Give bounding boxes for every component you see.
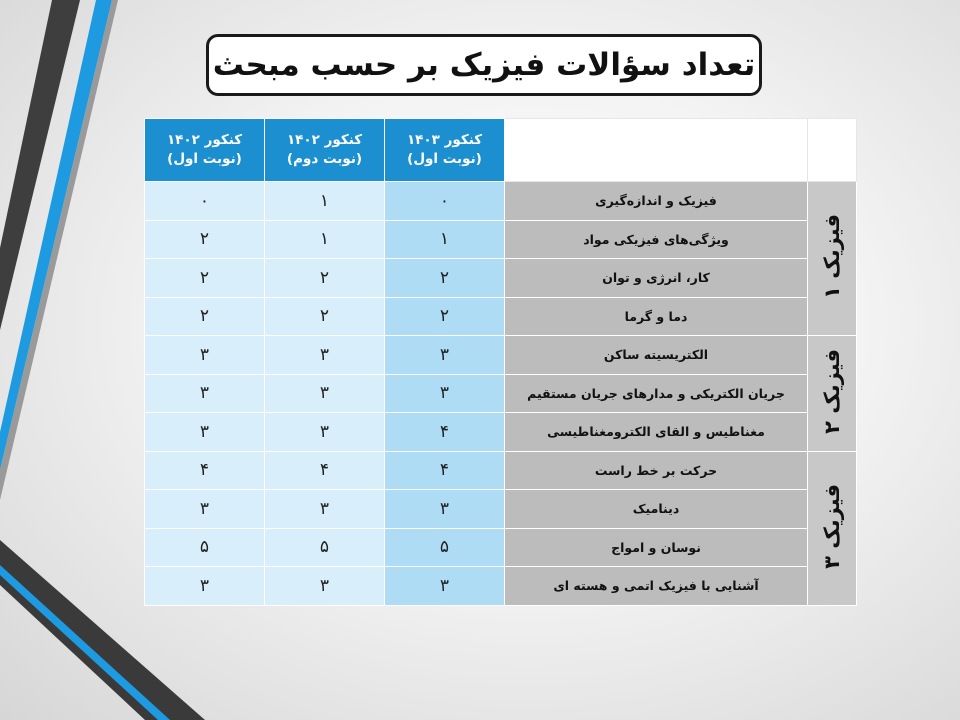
table-row	[145, 220, 857, 259]
table-row	[145, 374, 857, 413]
cell-topic: ویژگی‌های فیزیکی مواد	[505, 220, 808, 259]
cell-1402-first: ۲	[145, 297, 265, 336]
cell-1402-second: ۱	[265, 182, 385, 221]
group-label: فیزیک ۱	[820, 214, 844, 299]
cell-1402-second: ۲	[265, 297, 385, 336]
col-header-group-empty	[808, 119, 857, 182]
cell-topic: فیزیک و اندازه‌گیری	[505, 182, 808, 221]
cell-topic: الکتریسیته ساکن	[505, 336, 808, 375]
col-header-1402-second: کنکور ۱۴۰۲ (نوبت دوم)	[265, 119, 385, 182]
table-row	[145, 259, 857, 298]
group-label: فیزیک ۲	[820, 348, 844, 434]
cell-1402-second: ۳	[265, 490, 385, 529]
cell-1403-first: ۴	[385, 451, 505, 490]
cell-1403-first: ۱	[385, 220, 505, 259]
cell-topic: آشنایی با فیزیک اتمی و هسته ای	[505, 567, 808, 606]
physics-questions-table	[144, 118, 857, 606]
cell-1402-first: ۲	[145, 259, 265, 298]
cell-1402-first: ۲	[145, 220, 265, 259]
cell-1403-first: ۲	[385, 297, 505, 336]
cell-1403-first: ۳	[385, 567, 505, 606]
table-row	[145, 182, 857, 221]
table-row	[145, 451, 857, 490]
cell-1402-second: ۵	[265, 528, 385, 567]
cell-1402-second: ۲	[265, 259, 385, 298]
cell-1402-first: ۳	[145, 374, 265, 413]
slide-title-text: تعداد سؤالات فیزیک بر حسب مبحث	[212, 47, 756, 83]
cell-1402-first: ۳	[145, 490, 265, 529]
col-header-topic-empty	[505, 119, 808, 182]
cell-1403-first: ۳	[385, 374, 505, 413]
cell-1402-first: ۰	[145, 182, 265, 221]
cell-1402-first: ۳	[145, 567, 265, 606]
group-physics-1	[808, 182, 857, 336]
col-header-1402-first: کنکور ۱۴۰۲ (نوبت اول)	[145, 119, 265, 182]
slide-title	[206, 34, 762, 96]
table-row	[145, 490, 857, 529]
cell-1403-first: ۳	[385, 490, 505, 529]
cell-topic: نوسان و امواج	[505, 528, 808, 567]
group-physics-2	[808, 336, 857, 452]
cell-topic: دما و گرما	[505, 297, 808, 336]
cell-1402-first: ۳	[145, 336, 265, 375]
group-physics-3	[808, 451, 857, 605]
cell-1402-second: ۳	[265, 413, 385, 452]
cell-topic: حرکت بر خط راست	[505, 451, 808, 490]
cell-1402-second: ۳	[265, 336, 385, 375]
table-row	[145, 297, 857, 336]
cell-1402-first: ۵	[145, 528, 265, 567]
cell-topic: جریان الکتریکی و مدارهای جریان مستقیم	[505, 374, 808, 413]
cell-topic: دینامیک	[505, 490, 808, 529]
cell-1403-first: ۲	[385, 259, 505, 298]
cell-1403-first: ۳	[385, 336, 505, 375]
table-header-row	[145, 119, 857, 182]
cell-1402-second: ۳	[265, 374, 385, 413]
cell-1402-second: ۱	[265, 220, 385, 259]
table-row	[145, 413, 857, 452]
table-row	[145, 336, 857, 375]
cell-1402-first: ۳	[145, 413, 265, 452]
cell-1403-first: ۴	[385, 413, 505, 452]
cell-1403-first: ۵	[385, 528, 505, 567]
cell-1402-second: ۴	[265, 451, 385, 490]
cell-1402-first: ۴	[145, 451, 265, 490]
cell-1403-first: ۰	[385, 182, 505, 221]
col-header-1403-first: کنکور ۱۴۰۳ (نوبت اول)	[385, 119, 505, 182]
group-label: فیزیک ۳	[820, 483, 844, 569]
table-row	[145, 567, 857, 606]
cell-topic: مغناطیس و القای الکترومغناطیسی	[505, 413, 808, 452]
table-row	[145, 528, 857, 567]
cell-1402-second: ۳	[265, 567, 385, 606]
cell-topic: کار، انرژی و توان	[505, 259, 808, 298]
